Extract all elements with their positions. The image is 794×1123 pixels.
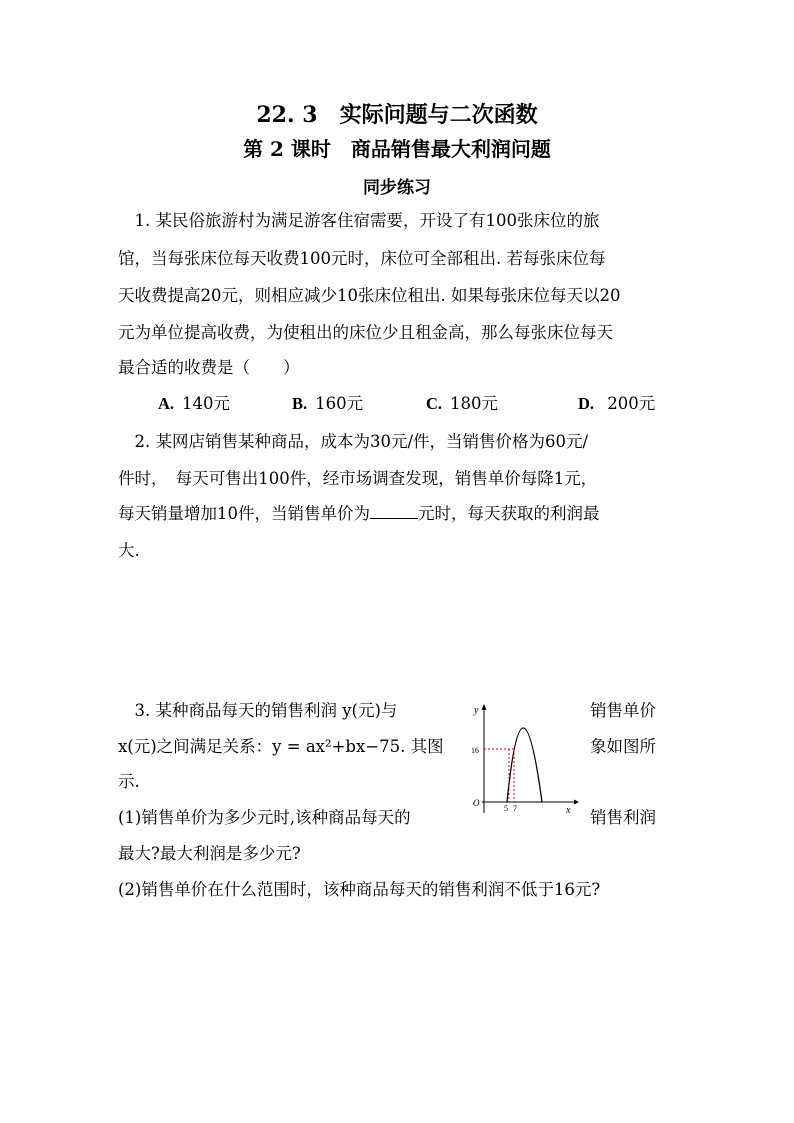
option-a [158, 390, 230, 414]
origin-label: O [473, 798, 480, 808]
q2-line-4: 大. [118, 541, 140, 560]
q3-line-3: 示. [118, 772, 140, 791]
q3-side-text-1: 销售单价 [590, 701, 656, 720]
option-b-text: 160元 [315, 394, 364, 413]
q1-line-5: 最合适的收费是（ ） [118, 358, 300, 377]
section-heading: 同步练习 [363, 178, 431, 198]
q2-line-3 [118, 500, 600, 524]
page-title: 22. 3 实际问题与二次函数 [256, 102, 538, 128]
q1-line-2: 馆，当每张床位每天收费100元时，床位可全部租出. 若每张床位每 [118, 249, 606, 268]
q1-line-4: 元为单位提高收费，为使租出的床位少且租金高，那么每张床位每天 [118, 323, 613, 342]
q3-side-text-2: 象如图所 [590, 737, 656, 756]
parabola-curve [507, 728, 542, 802]
q1-line-1: 1. 某民俗旅游村为满足游客住宿需要，开设了有100张床位的旅 [118, 211, 600, 230]
x-axis-label: x [566, 805, 571, 816]
y-tick-16: 16 [471, 746, 479, 755]
q3-line-2: x(元)之间满足关系：y = ax²+bx−75. 其图 [118, 737, 444, 756]
option-d [578, 390, 655, 414]
x-tick-5: 5 [504, 804, 508, 813]
q2-line-3-start: 每天销量增加10件，当销售单价为 [118, 504, 370, 523]
option-c [426, 390, 498, 414]
q3-line-1: 3. 某种商品每天的销售利润 y(元)与 [118, 701, 398, 720]
x-axis-arrow-icon [574, 800, 579, 805]
option-a-letter: A. [158, 394, 175, 413]
y-axis-arrow-icon [482, 704, 487, 710]
parabola-graph [462, 695, 582, 820]
y-axis-label: y [474, 705, 479, 716]
option-d-text: 200元 [602, 394, 656, 413]
q3-part-2: (2)销售单价在什么范围时，该种商品每天的销售利润不低于16元? [118, 880, 601, 899]
answer-blank[interactable] [370, 504, 418, 519]
option-b-letter: B. [292, 394, 308, 413]
lesson-subtitle: 第 2 课时 商品销售最大利润问题 [243, 137, 551, 161]
q3-part-1: (1)销售单价为多少元时,该种商品每天的 [118, 808, 411, 827]
q2-line-3-end: 元时，每天获取的利润最 [418, 504, 600, 523]
q2-line-2: 件时， 每天可售出100件，经市场调查发现，销售单价每降1元， [118, 469, 598, 488]
q3-side-text-3: 销售利润 [590, 808, 656, 827]
option-b [292, 390, 363, 414]
q3-part-1-cont: 最大?最大利润是多少元? [118, 844, 301, 863]
x-tick-7: 7 [513, 804, 517, 813]
option-a-text: 140元 [182, 394, 231, 413]
q1-line-3: 天收费提高20元，则相应减少10张床位租出. 如果每张床位每天以20 [118, 286, 621, 305]
q2-line-1: 2. 某网店销售某种商品，成本为30元/件，当销售价格为60元/ [118, 432, 589, 451]
option-c-letter: C. [426, 394, 443, 413]
option-d-letter: D. [578, 394, 595, 413]
option-c-text: 180元 [450, 394, 499, 413]
